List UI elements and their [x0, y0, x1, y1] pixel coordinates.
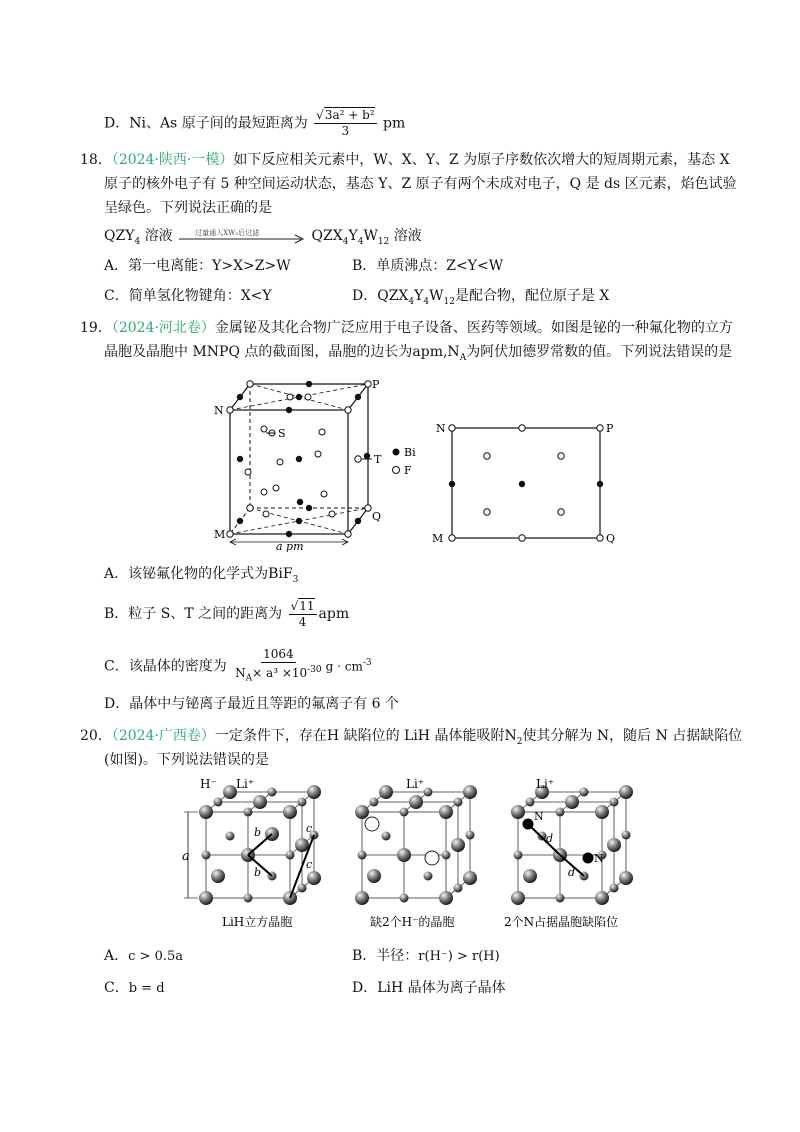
section-label-p: P [606, 422, 614, 435]
q18-reactant: QZY [104, 228, 135, 244]
q17-optd-unit: pm [383, 115, 406, 132]
fig-b-label-2: b [254, 866, 262, 879]
q18-optd-suffix: 是配合物，配位原子是 X [454, 288, 610, 304]
q18-number: 18． [80, 152, 112, 168]
q20-stem-line-2: (如图)。下列说法错误的是 [104, 752, 269, 768]
q17-optd-prefix: D．Ni、As 原子间的最短距离为 [104, 115, 308, 132]
caption-3: 2个N占据晶胞缺陷位 [504, 915, 619, 929]
q19-opta-formula: BiF [268, 566, 293, 582]
label-n: N [214, 404, 224, 417]
q20-lih-figure [180, 776, 650, 936]
q19-number: 19． [80, 320, 112, 336]
label-apm: a pm [276, 540, 304, 552]
fig-n-label-1: N [534, 810, 544, 823]
q18-product: $QZX_4Y_4W_{12}$ [311, 228, 390, 247]
q20-option-d: D．LiH 晶体为离子晶体 [352, 980, 506, 996]
lih-cell-3 [511, 777, 633, 905]
label-q: Q [372, 510, 382, 523]
lih-cell-1 [182, 777, 321, 905]
legend-bi: Bi [404, 446, 416, 459]
q19-stem-1: 金属铋及其化合物广泛应用于电子设备、医药等领域。如图是铋的一种氟化物的立方 [214, 320, 733, 336]
q18-arrow-label: 过量通入XW₃后过滤 [195, 229, 260, 237]
fig-n-label-2: N [594, 852, 604, 865]
q19-source: （2024·河北卷） [111, 320, 215, 336]
q20-stem-line-1: 20．（2024·广西卷）一定条件下，存在H 缺陷位的 LiH 晶体能吸附$N_2$使其分解为 N，随后 N 占据缺陷位 [80, 728, 743, 747]
label-t: T [374, 453, 382, 466]
q19-cubic-cell-figure [200, 372, 430, 552]
q18-stem-line-3: 呈绿色。下列说法正确的是 [104, 200, 272, 216]
q19-option-d: D．晶体中与铋离子最近且等距的氟离子有 6 个 [104, 696, 400, 712]
reaction-arrow [177, 229, 307, 243]
q19-option-a: A．该铋氟化物的化学式为BiF$_3$ [104, 566, 299, 585]
q18-stem-line-1 [80, 150, 730, 170]
caption-1: LiH立方晶胞 [222, 915, 293, 929]
section-label-m: M [432, 532, 444, 545]
fig-a-label: a [182, 849, 190, 864]
label-p: P [372, 378, 380, 391]
q19-stem-line-1 [80, 318, 733, 338]
fig-li-label-3: Li⁺ [536, 777, 555, 791]
q20-source: （2024·广西卷） [111, 728, 215, 744]
fig-c-label-2: c [306, 858, 313, 871]
q19-option-c: C．该晶体的密度为 $\frac{1064}{N_A\times a^3 \times 10^{-30}}$ $g \cdot cm^{-3}$ [104, 646, 372, 686]
fig-b-label-1: b [254, 826, 262, 839]
q18-reaction: $QZY_4$ 溶液 过量通入XW₃后过滤 $QZX_4Y_4W_{12}$ 溶液 [104, 226, 422, 252]
q17-option-d [104, 108, 405, 139]
q19-optc-fraction: $\frac{1064}{N_A\times a^3 \times 10^{-30}}$ [235, 646, 322, 684]
fig-c-label-1: c [306, 822, 313, 835]
q20-number: 20． [80, 728, 112, 744]
q19-stem-line-2: 晶胞及晶胞中 MNPQ 点的截面图，晶胞的边长为$apm,N_A$为阿伏加德罗常数的值。下列说法错误的是 [104, 344, 733, 363]
q18-option-d: D．$QZX_4Y_4W_{12}$是配合物，配位原子是 X [352, 288, 610, 307]
q20-option-b: B．半径：r(H⁻) > r(H) [352, 948, 500, 964]
q17-optd-numerator: 3a² + b² [324, 108, 375, 122]
q17-optd-fraction: $\frac{\text{√3a² + b²}}{3}$ [316, 108, 375, 138]
label-m: M [214, 528, 226, 541]
fig-li-label-2: Li⁺ [406, 777, 425, 791]
lih-cell-2 [355, 777, 477, 905]
fig-h-label: H⁻ [200, 777, 217, 791]
fig-d-label-2: d [568, 866, 576, 879]
q18-option-a: A．第一电离能：Y>X>Z>W [104, 258, 291, 274]
legend-f: F [404, 464, 412, 477]
q20-option-a: A．c > 0.5a [104, 948, 183, 964]
q20-option-c: C．b = d [104, 980, 165, 996]
caption-2: 缺2个H⁻的晶胞 [370, 915, 455, 929]
q18-source: （2024·陕西·一模） [111, 152, 234, 168]
q19-cross-section-figure [428, 418, 628, 550]
q18-stem-1: 如下反应相关元素中，W、X、Y、Z 为原子序数依次增大的短周期元素，基态 X [233, 152, 730, 168]
q19-optb-fraction: $\frac{√11}{4}$ [290, 598, 315, 629]
fig-d-label-1: d [546, 832, 554, 845]
q18-option-c: C．简单氢化物键角：X<Y [104, 288, 272, 304]
q17-optd-denominator: 3 [341, 124, 350, 138]
section-label-q: Q [606, 532, 616, 545]
section-label-n: N [436, 422, 446, 435]
q18-stem-line-2: 原子的核外电子有 5 种空间运动状态，基态 Y、Z 原子有两个未成对电子，Q 是 ds 区元素，焰色试验 [104, 176, 737, 192]
q18-option-b: B．单质沸点：Z<Y<W [352, 258, 504, 274]
fig-li-label-1: Li⁺ [236, 777, 255, 791]
q19-option-b: B．粒子 S、T 之间的距离为 $\frac{√11}{4}$ apm [104, 598, 350, 629]
label-s: S [278, 427, 286, 440]
